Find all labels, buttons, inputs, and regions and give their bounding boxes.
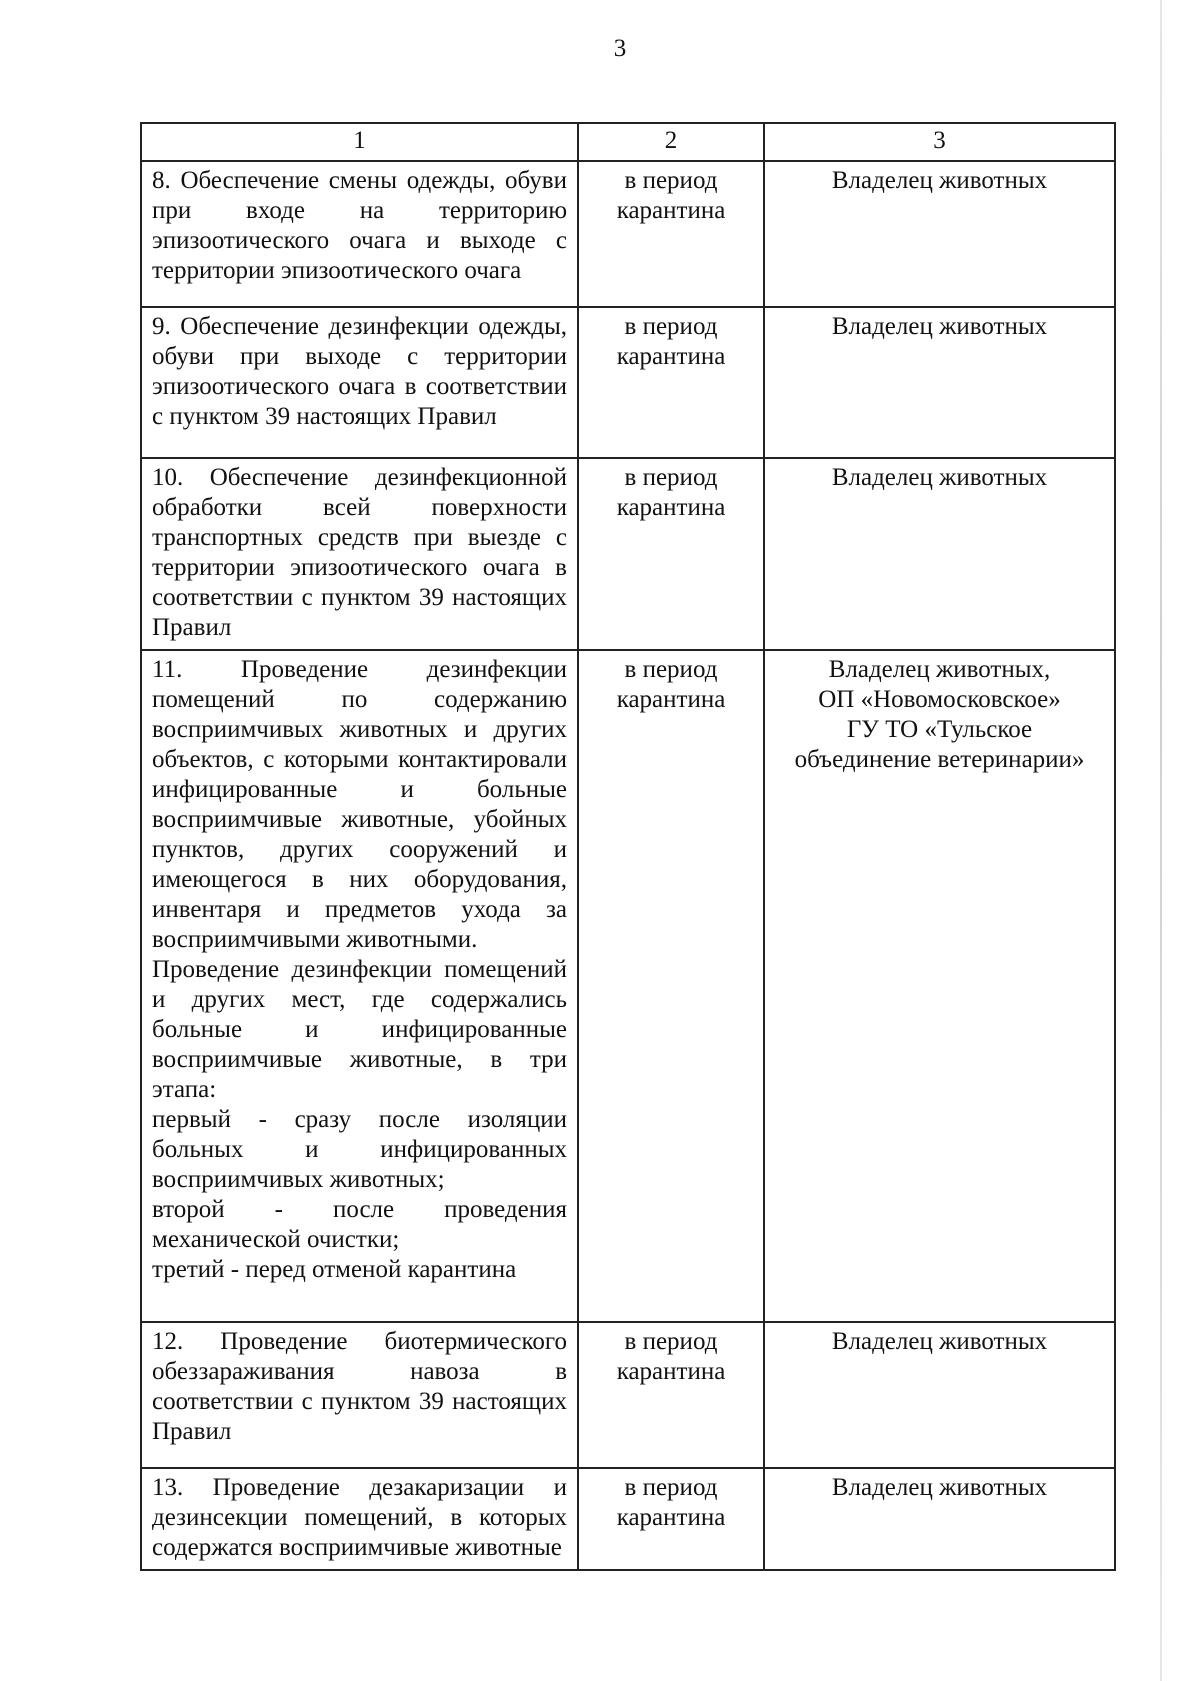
table-row-10 [141, 458, 1115, 650]
measure-cell [141, 650, 578, 1322]
responsible-cell: Владелец животных [764, 161, 1115, 307]
term-cell: в период карантина [578, 650, 764, 1322]
measure-cell: 9. Обеспечение дезинфекции одежды, обуви при выходе с территории эпизоотического очага в соответствии с пунктом 39 настоящих Правил [141, 307, 578, 458]
term-cell: в период карантина [578, 1322, 764, 1468]
measure-paragraph: Проведение дезинфекции помещений и других мест, где содержались больные и инфицированные восприимчивые животные, в три этапа: [152, 956, 567, 1103]
responsible-cell: Владелец животных [764, 1468, 1115, 1570]
responsible-line: объединение ветеринарии» [794, 746, 1085, 773]
term-cell: в период карантина [578, 1468, 764, 1570]
measure-paragraph: 11. Проведение дезинфекции помещений по содержанию восприимчивых животных и других объектов, с которыми контактировали инфицированные и больные восприимчивые животные, убойных пунктов, других сооружений и имеющегося в них оборудования, инвентаря и предметов ухода за восприимчивыми животными. [152, 656, 567, 953]
term-cell: в период карантина [578, 458, 764, 650]
table-row-12 [141, 1322, 1115, 1468]
responsible-cell: Владелец животных [764, 307, 1115, 458]
scan-edge-line [1160, 0, 1162, 1681]
responsible-cell [764, 650, 1115, 1322]
column-header-1: 1 [141, 123, 578, 161]
measure-cell: 13. Проведение дезакаризации и дезинсекции помещений, в которых содержатся восприимчивые животные [141, 1468, 578, 1570]
table-header-row [141, 123, 1115, 161]
measure-cell: 10. Обеспечение дезинфекционной обработки всей поверхности транспортных средств при выезде с территории эпизоотического очага в соответствии с пунктом 39 настоящих Правил [141, 458, 578, 650]
table-row-11 [141, 650, 1115, 1322]
term-cell: в период карантина [578, 161, 764, 307]
responsible-line: ОП «Новомосковское» [818, 686, 1061, 713]
measure-paragraph: второй - после проведения механической очистки; [152, 1196, 567, 1253]
page-number: 3 [613, 35, 627, 62]
term-cell: в период карантина [578, 307, 764, 458]
responsible-cell: Владелец животных [764, 458, 1115, 650]
column-header-2: 2 [578, 123, 764, 161]
table-row-9 [141, 307, 1115, 458]
responsible-line: ГУ ТО «Тульское [846, 716, 1033, 743]
measure-paragraph: первый - сразу после изоляции больных и инфицированных восприимчивых животных; [152, 1106, 567, 1193]
measures-table [140, 122, 1116, 1571]
responsible-line: Владелец животных, [828, 656, 1051, 683]
measure-cell: 8. Обеспечение смены одежды, обуви при входе на территорию эпизоотического очага и выходе с территории эпизоотического очага [141, 161, 578, 307]
measure-paragraph: третий - перед отменой карантина [152, 1256, 517, 1283]
responsible-cell: Владелец животных [764, 1322, 1115, 1468]
table-row-13 [141, 1468, 1115, 1570]
column-header-3: 3 [764, 123, 1115, 161]
table-row-8 [141, 161, 1115, 307]
measure-cell: 12. Проведение биотермического обеззараживания навоза в соответствии с пунктом 39 настоящих Правил [141, 1322, 578, 1468]
